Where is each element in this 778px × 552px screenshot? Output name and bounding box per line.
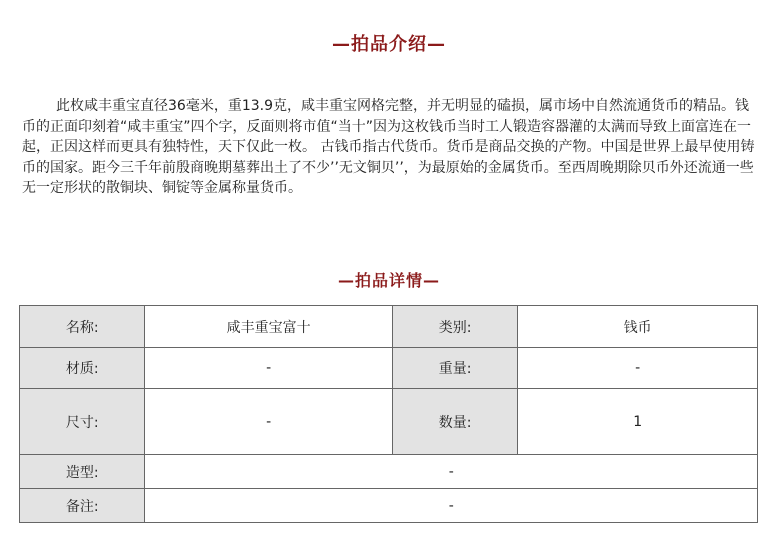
- material-label: 材质:: [20, 348, 145, 389]
- details-table: [19, 305, 758, 523]
- shape-label: 造型:: [20, 455, 145, 489]
- intro-paragraph: 此枚咸丰重宝直径36毫米，重13.9克，咸丰重宝网格完整，并无明显的磕损，属市场中自然流通货币的精品。钱币的正面印刻着“咸丰重宝”四个字，反面则将市值“当十”因为这枚钱币当时工人锻造容器灌的太满而导致上面富连在一起，正因这样而更具有独特性，天下仅此一枚。 古钱币指古代货币。货币是商品交换的产物。中国是世界上最早使用铸币的国家。距今三千年前殷商晚期墓葬出土了不少’’无文铜贝’’，为最原始的金属货币。至西周晚期除贝币外还流通一些无一定形状的散铜块、铜锭等金属称量货币。: [22, 98, 755, 196]
- table-row: [20, 455, 758, 489]
- intro-text: [22, 96, 756, 199]
- note-value: -: [145, 489, 758, 523]
- category-value: 钱币: [518, 306, 758, 348]
- quantity-value: 1: [518, 389, 758, 455]
- weight-value: -: [518, 348, 758, 389]
- size-label: 尺寸:: [20, 389, 145, 455]
- category-label: 类别:: [392, 306, 517, 348]
- table-row: [20, 306, 758, 348]
- details-section-title: —拍品详情—: [337, 271, 440, 290]
- shape-value: -: [145, 455, 758, 489]
- table-row: [20, 348, 758, 389]
- intro-section-title: —拍品介绍—: [332, 34, 446, 55]
- name-value: 咸丰重宝富十: [145, 306, 392, 348]
- table-row: [20, 389, 758, 455]
- quantity-label: 数量:: [392, 389, 517, 455]
- note-label: 备注:: [20, 489, 145, 523]
- table-row: [20, 489, 758, 523]
- size-value: -: [145, 389, 392, 455]
- material-value: -: [145, 348, 392, 389]
- name-label: 名称:: [20, 306, 145, 348]
- weight-label: 重量:: [392, 348, 517, 389]
